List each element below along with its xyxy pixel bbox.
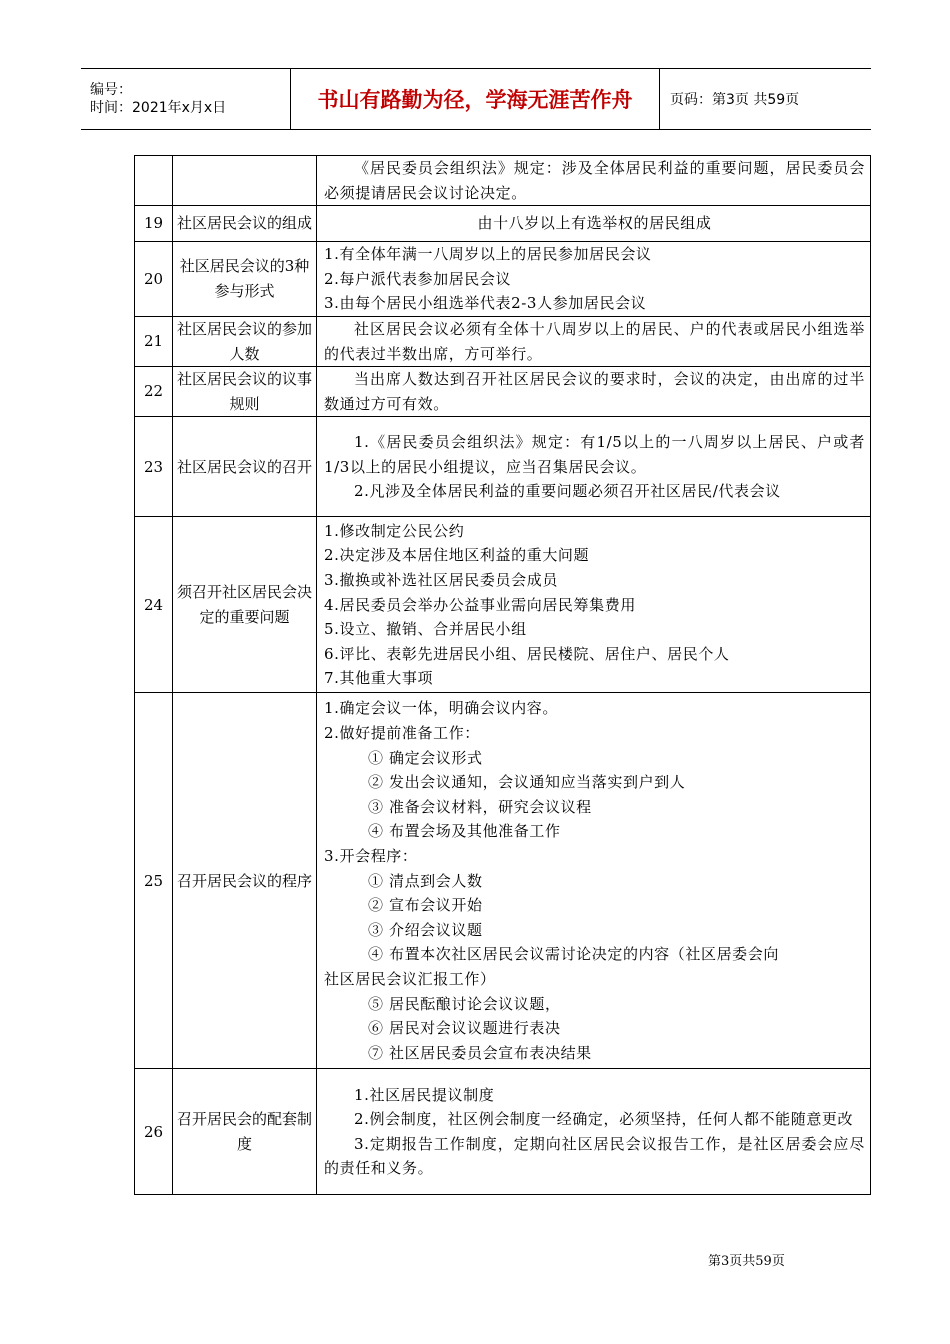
row-title: 社区居民会议的3种参与形式: [173, 242, 317, 317]
content-line: ③ 介绍会议议题: [368, 920, 483, 939]
content-line: 2.做好提前准备工作：: [324, 723, 480, 742]
row-title: 社区居民会议的参加人数: [173, 316, 317, 366]
row-content: [317, 517, 871, 693]
content-line: 3.撤换或补选社区居民委员会成员: [324, 570, 558, 589]
content-line: 《居民委员会组织法》规定：涉及全体居民利益的重要问题，居民委员会必须提请居民会议讨论决定。: [324, 159, 865, 202]
content-line: 5.设立、撤销、合并居民小组: [324, 620, 527, 639]
row-content: [317, 242, 871, 317]
row-content: [317, 316, 871, 366]
header-motto: 书山有路勤为径，学海无涯苦作舟: [290, 69, 660, 129]
row-title: 召开居民会议的程序: [173, 693, 317, 1069]
content-line: 社区居民会议必须有全体十八周岁以上的居民、户的代表或居民小组选举的代表过半数出席，方可举行。: [324, 319, 865, 363]
row-number: 25: [135, 693, 173, 1069]
date-label: 时间：2021年x月x日: [90, 100, 227, 116]
content-line: 1.修改制定公民公约: [324, 521, 465, 540]
table-row: [135, 693, 871, 1069]
content-line: 6.评比、表彰先进居民小组、居民楼院、居住户、居民个人: [324, 644, 730, 663]
row-number: [135, 156, 173, 206]
row-title: 社区居民会议的组成: [173, 206, 317, 242]
content-line: 由十八岁以上有选举权的居民组成: [477, 214, 712, 233]
content-line: 2.例会制度，社区例会制度一经确定，必须坚持，任何人都不能随意更改: [354, 1110, 854, 1129]
content-line: 3.定期报告工作制度，定期向社区居民会议报告工作，是社区居委会应尽的责任和义务。: [324, 1134, 865, 1178]
row-title: 社区居民会议的召开: [173, 417, 317, 517]
row-content: [317, 206, 871, 242]
table-row: [135, 316, 871, 366]
header-meta: [81, 69, 290, 129]
content-table: [134, 155, 871, 1195]
row-title: 社区居民会议的议事规则: [173, 367, 317, 417]
row-content: [317, 367, 871, 417]
row-title: 须召开社区居民会决定的重要问题: [173, 517, 317, 693]
row-content: [317, 156, 871, 206]
doc-number-label: 编号：: [90, 82, 132, 98]
row-number: 20: [135, 242, 173, 317]
content-line: ④ 布置会场及其他准备工作: [368, 822, 561, 841]
content-line: ⑦ 社区居民委员会宣布表决结果: [368, 1043, 592, 1062]
content-line: ② 宣布会议开始: [368, 896, 483, 915]
content-line: 社区居民会议汇报工作）: [324, 969, 496, 988]
content-line: 2.每户派代表参加居民会议: [324, 269, 512, 288]
content-line: 3.开会程序：: [324, 846, 418, 865]
row-number: 21: [135, 316, 173, 366]
content-line: ⑥ 居民对会议议题进行表决: [368, 1019, 561, 1038]
content-line: ⑤ 居民酝酿讨论会议议题，: [368, 994, 561, 1013]
table-row: [135, 517, 871, 693]
row-number: 26: [135, 1069, 173, 1195]
row-title: [173, 156, 317, 206]
table-row: [135, 417, 871, 517]
content-line: ② 发出会议通知，会议通知应当落实到户到人: [368, 773, 686, 792]
row-number: 22: [135, 367, 173, 417]
table-row: [135, 1069, 871, 1195]
content-line: 当出席人数达到召开社区居民会议的要求时，会议的决定，由出席的过半数通过方可有效。: [324, 370, 865, 413]
row-content: [317, 1069, 871, 1195]
row-title: 召开居民会的配套制度: [173, 1069, 317, 1195]
content-line: 1.《居民委员会组织法》规定：有1/5以上的一八周岁以上居民、户或者1/3以上的居民小组提议，应当召集居民会议。: [324, 432, 865, 476]
content-line: 3.由每个居民小组选举代表2-3人参加居民会议: [324, 294, 647, 313]
page-footer: 第3页共59页: [708, 1254, 785, 1269]
content-line: 1.确定会议一体，明确会议内容。: [324, 699, 558, 718]
table-row: [135, 206, 871, 242]
content-line: ① 清点到会人数: [368, 871, 483, 890]
content-line: ④ 布置本次社区居民会议需讨论决定的内容（社区居委会向: [368, 945, 779, 964]
row-content: [317, 693, 871, 1069]
header-page-label: 页码：第3页 共59页: [670, 92, 800, 108]
content-line: 2.决定涉及本居住地区利益的重大问题: [324, 546, 590, 565]
row-content: [317, 417, 871, 517]
content-line: 1.社区居民提议制度: [354, 1085, 495, 1104]
content-line: ① 确定会议形式: [368, 748, 483, 767]
table-body: [135, 156, 871, 1195]
page-header: [81, 68, 871, 130]
row-number: 19: [135, 206, 173, 242]
table-row: [135, 367, 871, 417]
content-line: 2.凡涉及全体居民利益的重要问题必须召开社区居民/代表会议: [354, 482, 781, 501]
table-row: [135, 242, 871, 317]
content-line: ③ 准备会议材料，研究会议议程: [368, 797, 592, 816]
content-line: 1.有全体年满一八周岁以上的居民参加居民会议: [324, 245, 652, 264]
row-number: 23: [135, 417, 173, 517]
content-line: 7.其他重大事项: [324, 669, 434, 688]
content-line: 4.居民委员会举办公益事业需向居民筹集费用: [324, 595, 636, 614]
table-row: [135, 156, 871, 206]
row-number: 24: [135, 517, 173, 693]
